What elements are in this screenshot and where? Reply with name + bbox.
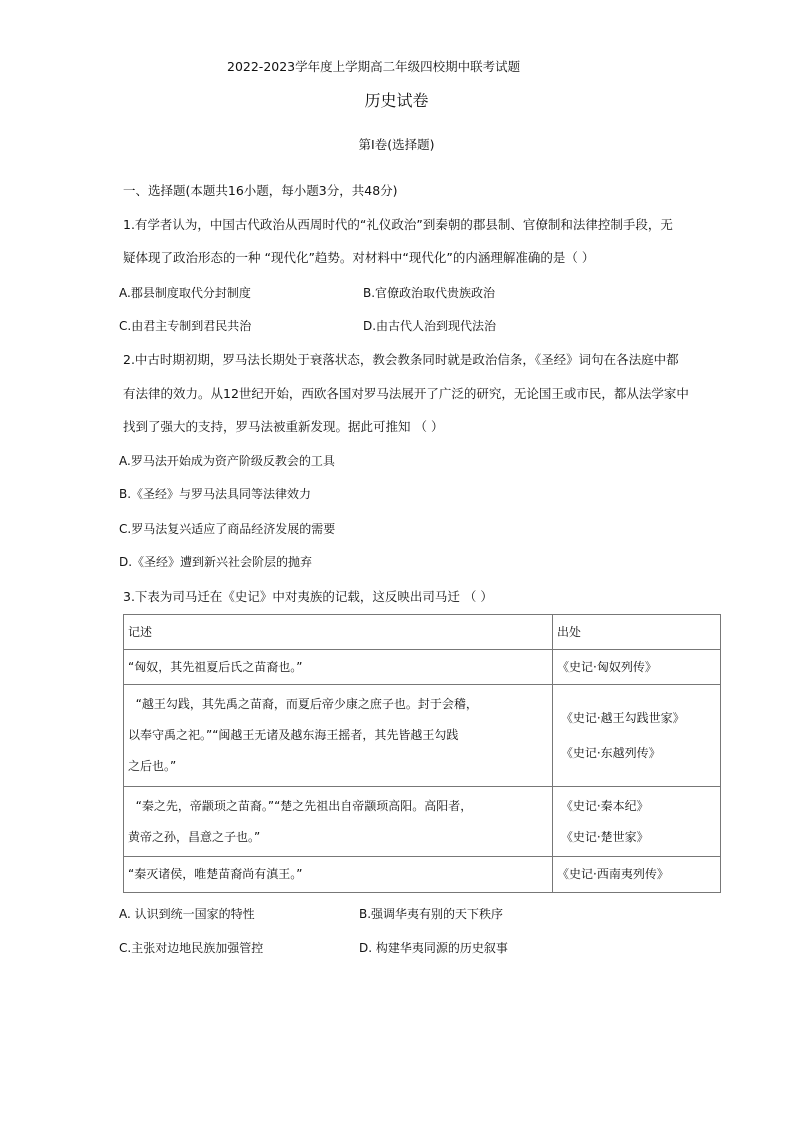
source-line: 《史记·秦本纪》 xyxy=(557,798,649,813)
q2-option-b: B.《圣经》与罗马法具同等法律效力 xyxy=(119,487,312,501)
q3-option-d: D. 构建华夷同源的历史叙事 xyxy=(359,941,508,955)
q3-option-c: C.主张对边地民族加强管控 xyxy=(119,941,264,955)
q2-option-d: D.《圣经》遭到新兴社会阶层的抛弃 xyxy=(119,555,313,569)
table-cell-source: 《史记·匈奴列传》 xyxy=(553,650,721,685)
part-heading: 一、选择题(本题共16小题，每小题3分，共48分) xyxy=(123,183,398,198)
table-header-record: 记述 xyxy=(124,615,553,650)
source-line: 《史记·东越列传》 xyxy=(557,745,661,760)
record-line: 以奉守禹之祀。”“闽越王无诸及越东海王摇者，其先皆越王勾践 xyxy=(128,728,459,742)
table-row xyxy=(124,615,721,650)
q1-option-c: C.由君主专制到君民共治 xyxy=(119,319,252,333)
record-line: “越王勾践，其先禹之苗裔，而夏后帝少康之庶子也。封于会稽， xyxy=(128,697,478,711)
q2-stem-line2: 有法律的效力。从12世纪开始，西欧各国对罗马法展开了广泛的研究，无论国王或市民，都从法学家中 xyxy=(123,386,689,401)
q1-option-d: D.由古代人治到现代法治 xyxy=(363,319,497,333)
source-line: 《史记·楚世家》 xyxy=(557,829,649,844)
q3-stem: 3.下表为司马迁在《史记》中对夷族的记载，这反映出司马迁 （ ） xyxy=(123,589,493,604)
table-cell-source xyxy=(553,685,721,787)
table-cell-record: “秦灭诸侯，唯楚苗裔尚有滇王。” xyxy=(124,857,553,893)
q2-option-c: C.罗马法复兴适应了商品经济发展的需要 xyxy=(119,522,336,536)
q3-option-a: A. 认识到统一国家的特性 xyxy=(119,907,255,921)
table-cell-record: “匈奴，其先祖夏后氏之苗裔也。” xyxy=(124,650,553,685)
record-line: “秦之先，帝颛顼之苗裔。”“楚之先祖出自帝颛顼高阳。高阳者， xyxy=(128,798,473,813)
q3-option-b: B.强调华夷有别的天下秩序 xyxy=(359,907,504,921)
table-header-source: 出处 xyxy=(553,615,721,650)
q1-option-b: B.官僚政治取代贵族政治 xyxy=(363,286,496,300)
table-cell-record xyxy=(124,685,553,787)
section-title: 第Ⅰ卷(选择题) xyxy=(358,137,435,152)
q1-stem-line1: 1.有学者认为，中国古代政治从西周时代的“礼仪政治”到秦朝的郡县制、官僚制和法律控制手段，无 xyxy=(123,217,673,232)
record-line: 黄帝之孙，昌意之子也。” xyxy=(128,829,261,844)
exam-title: 2022-2023学年度上学期高二年级四校期中联考试题 xyxy=(227,59,521,74)
subject-title: 历史试卷 xyxy=(364,91,429,110)
table-cell-source: 《史记·西南夷列传》 xyxy=(553,857,721,893)
table-row xyxy=(124,787,721,857)
record-line: 之后也。” xyxy=(128,759,177,773)
q2-stem-line1: 2.中古时期初期，罗马法长期处于衰落状态，教会教条同时就是政治信条，《圣经》词句在各法庭中都 xyxy=(123,352,679,367)
q2-stem-line3: 找到了强大的支持，罗马法被重新发现。据此可推知 （ ） xyxy=(123,419,444,434)
q1-stem-line2: 疑体现了政治形态的一种 “现代化”趋势。对材料中“现代化”的内涵理解准确的是（ ） xyxy=(123,250,595,265)
q2-option-a: A.罗马法开始成为资产阶级反教会的工具 xyxy=(119,454,335,468)
table-row xyxy=(124,857,721,893)
source-line: 《史记·越王勾践世家》 xyxy=(557,710,685,725)
table-row xyxy=(124,650,721,685)
table-row xyxy=(124,685,721,787)
table-cell-source xyxy=(553,787,721,857)
table-cell-record xyxy=(124,787,553,857)
q3-source-table xyxy=(123,614,721,893)
q1-option-a: A.郡县制度取代分封制度 xyxy=(119,286,251,300)
